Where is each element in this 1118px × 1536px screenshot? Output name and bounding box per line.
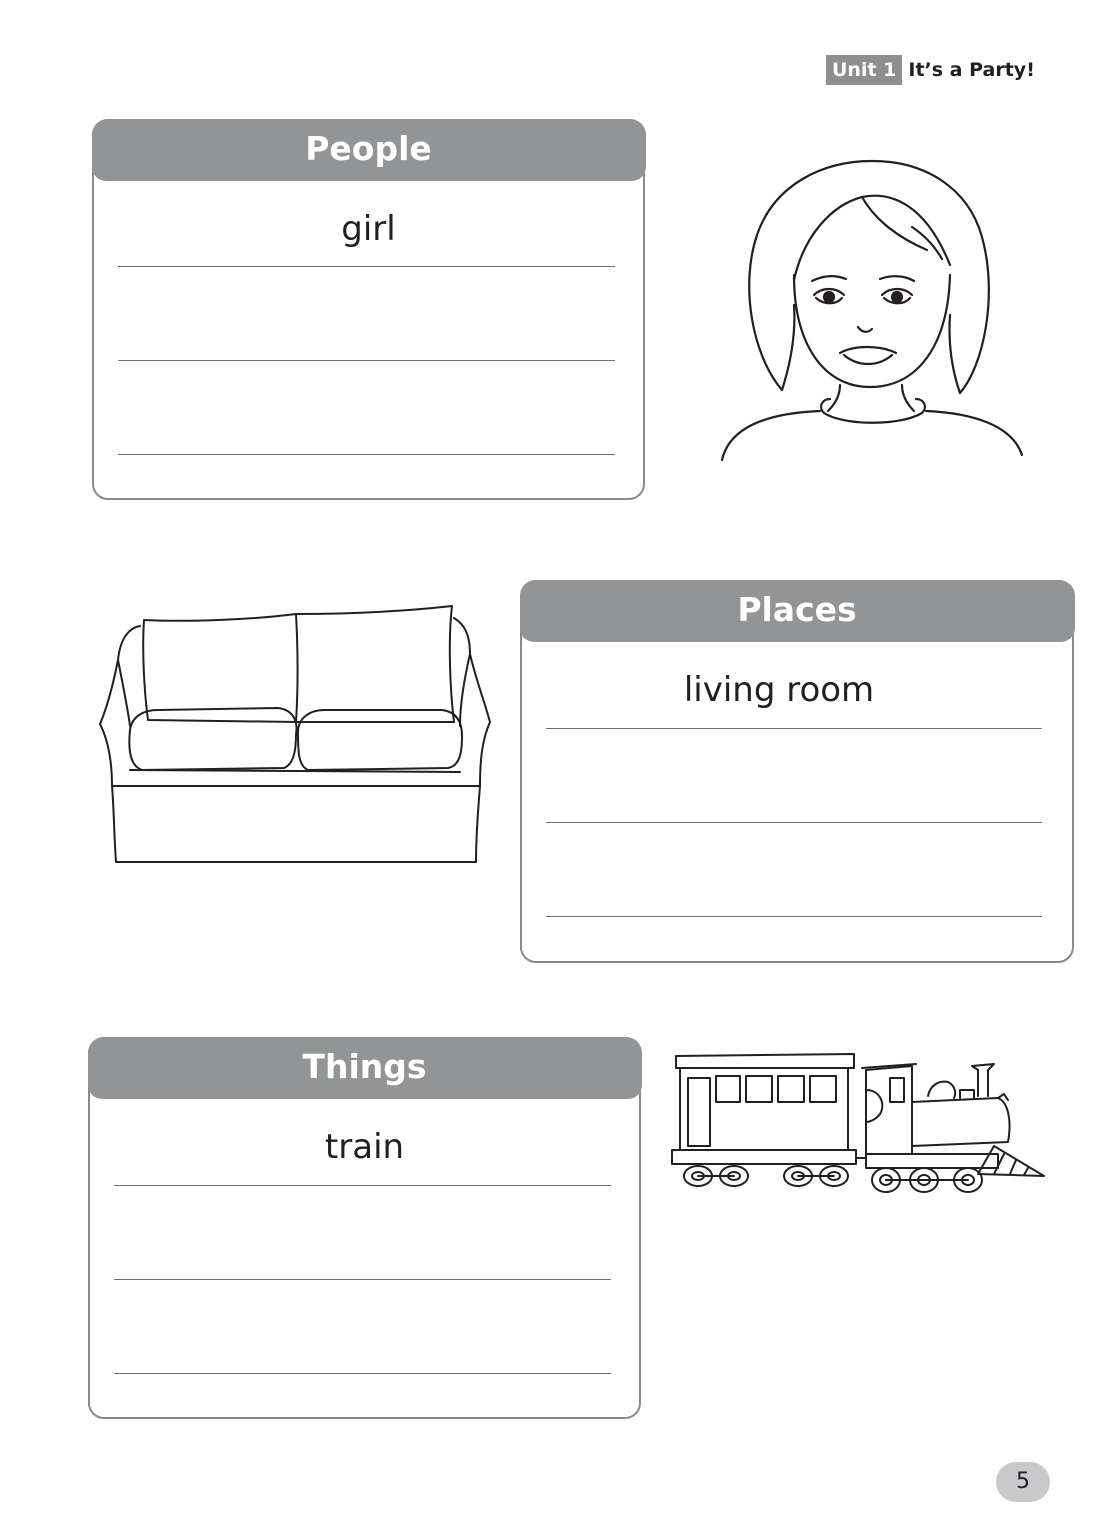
writing-line[interactable] (546, 822, 1042, 823)
people-example-word: girl (341, 209, 396, 249)
places-box-title: Places (520, 580, 1075, 642)
writing-line[interactable] (546, 728, 1042, 729)
unit-title: It’s a Party! (908, 59, 1035, 81)
things-box (88, 1037, 641, 1419)
writing-line[interactable] (118, 360, 615, 361)
writing-line[interactable] (118, 454, 615, 455)
unit-header (826, 54, 1035, 86)
sofa-illustration (98, 600, 494, 868)
writing-line[interactable] (118, 266, 615, 267)
things-example-word: train (324, 1127, 405, 1167)
things-box-title: Things (88, 1037, 642, 1099)
writing-line[interactable] (546, 916, 1042, 917)
writing-line[interactable] (114, 1279, 611, 1280)
train-illustration (668, 1050, 1048, 1198)
page-number: 5 (996, 1462, 1050, 1502)
people-box (92, 119, 645, 500)
people-box-title: People (92, 119, 646, 181)
girl-face-illustration (712, 155, 1032, 465)
places-box (520, 580, 1074, 963)
unit-badge: Unit 1 (826, 55, 902, 85)
writing-line[interactable] (114, 1185, 611, 1186)
writing-line[interactable] (114, 1373, 611, 1374)
places-example-word: living room (683, 670, 875, 710)
